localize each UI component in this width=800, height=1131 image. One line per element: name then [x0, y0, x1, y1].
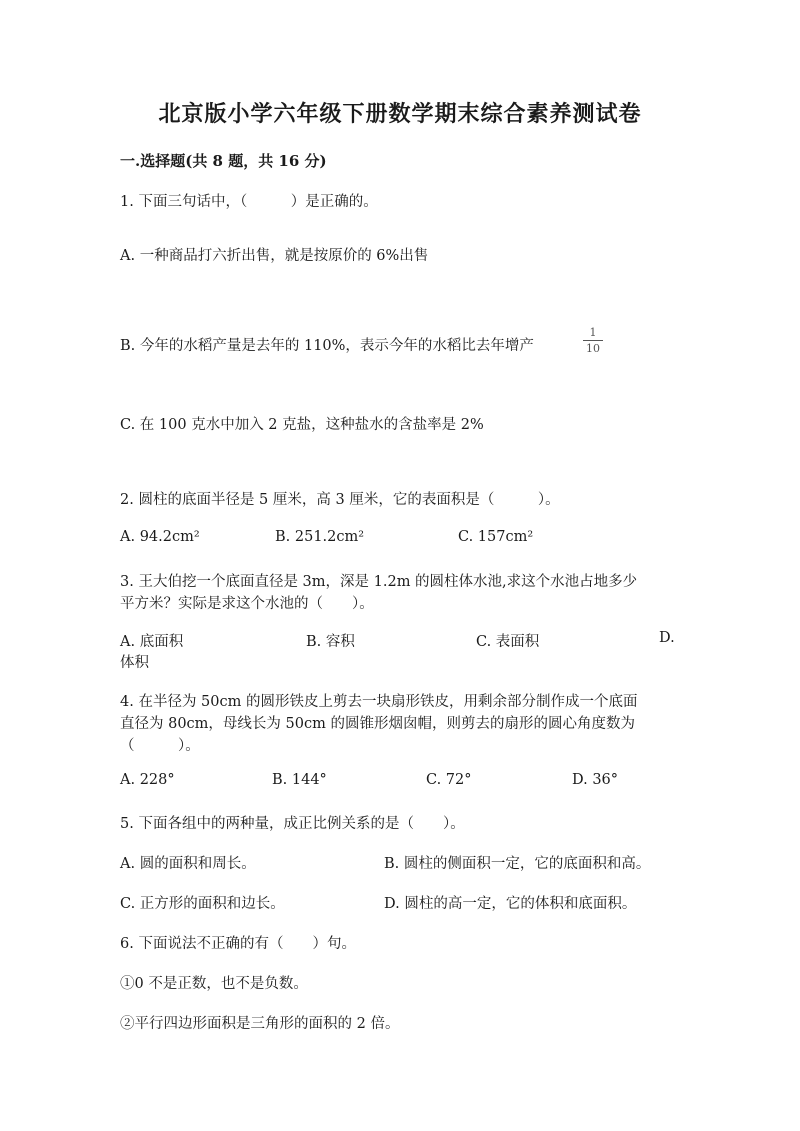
question-4-option-d: D. 36°: [572, 772, 619, 788]
question-3-option-b: B. 容积: [306, 634, 355, 650]
question-4-option-c: C. 72°: [426, 772, 472, 788]
page-title: 北京版小学六年级下册数学期末综合素养测试卷: [158, 101, 642, 127]
question-3-stem-line-1: 3. 王大伯挖一个底面直径是 3m，深是 1.2m 的圆柱体水池,求这个水池占地多少: [120, 574, 638, 590]
question-1-stem: 1. 下面三句话中，（ ）是正确的。: [120, 194, 378, 210]
question-3-option-c: C. 表面积: [476, 634, 540, 650]
fraction-numerator: 1: [589, 326, 597, 339]
question-3-stem-line-2: 平方米？实际是求这个水池的（ ）。: [120, 596, 374, 612]
question-5-option-a: A. 圆的面积和周长。: [120, 856, 256, 872]
question-2-option-b: B. 251.2cm²: [275, 529, 365, 545]
question-6-item-2: ②平行四边形面积是三角形的面积的 2 倍。: [120, 1016, 400, 1032]
question-4-stem-line-2: 直径为 80cm，母线长为 50cm 的圆锥形烟囱帽，则剪去的扇形的圆心角度数为: [120, 716, 635, 732]
question-2-option-a: A. 94.2cm²: [120, 529, 200, 545]
question-5-option-c: C. 正方形的面积和边长。: [120, 896, 285, 912]
question-4-option-a: A. 228°: [120, 772, 175, 788]
question-5-option-d: D. 圆柱的高一定，它的体积和底面积。: [384, 896, 637, 912]
fraction-one-tenth: [582, 327, 604, 354]
question-2-stem: 2. 圆柱的底面半径是 5 厘米，高 3 厘米，它的表面积是（ ）。: [120, 492, 560, 508]
question-1-option-a: A. 一种商品打六折出售，就是按原价的 6%出售: [120, 248, 429, 264]
question-2-option-c: C. 157cm²: [458, 529, 534, 545]
question-6-item-1: ①0 不是正数，也不是负数。: [120, 976, 308, 992]
question-3-option-d: D.: [659, 630, 675, 646]
question-5-stem: 5. 下面各组中的两种量，成正比例关系的是（ ）。: [120, 816, 465, 832]
question-1-option-b: B. 今年的水稻产量是去年的 110%，表示今年的水稻比去年增产: [120, 338, 534, 354]
question-1-option-c: C. 在 100 克水中加入 2 克盐，这种盐水的含盐率是 2%: [120, 417, 484, 433]
question-4-stem-line-3: （ ）。: [120, 738, 200, 754]
section-heading: 一.选择题(共 8 题，共 16 分): [120, 152, 327, 170]
fraction-denominator: 10: [586, 342, 600, 355]
question-3-option-d-text: 体积: [120, 655, 149, 671]
question-6-stem: 6. 下面说法不正确的有（ ）句。: [120, 936, 356, 952]
question-3-option-a: A. 底面积: [120, 634, 184, 650]
question-4-option-b: B. 144°: [272, 772, 327, 788]
question-5-option-b: B. 圆柱的侧面积一定，它的底面积和高。: [384, 856, 651, 872]
question-4-stem-line-1: 4. 在半径为 50cm 的圆形铁皮上剪去一块扇形铁皮，用剩余部分制作成一个底面: [120, 694, 638, 710]
